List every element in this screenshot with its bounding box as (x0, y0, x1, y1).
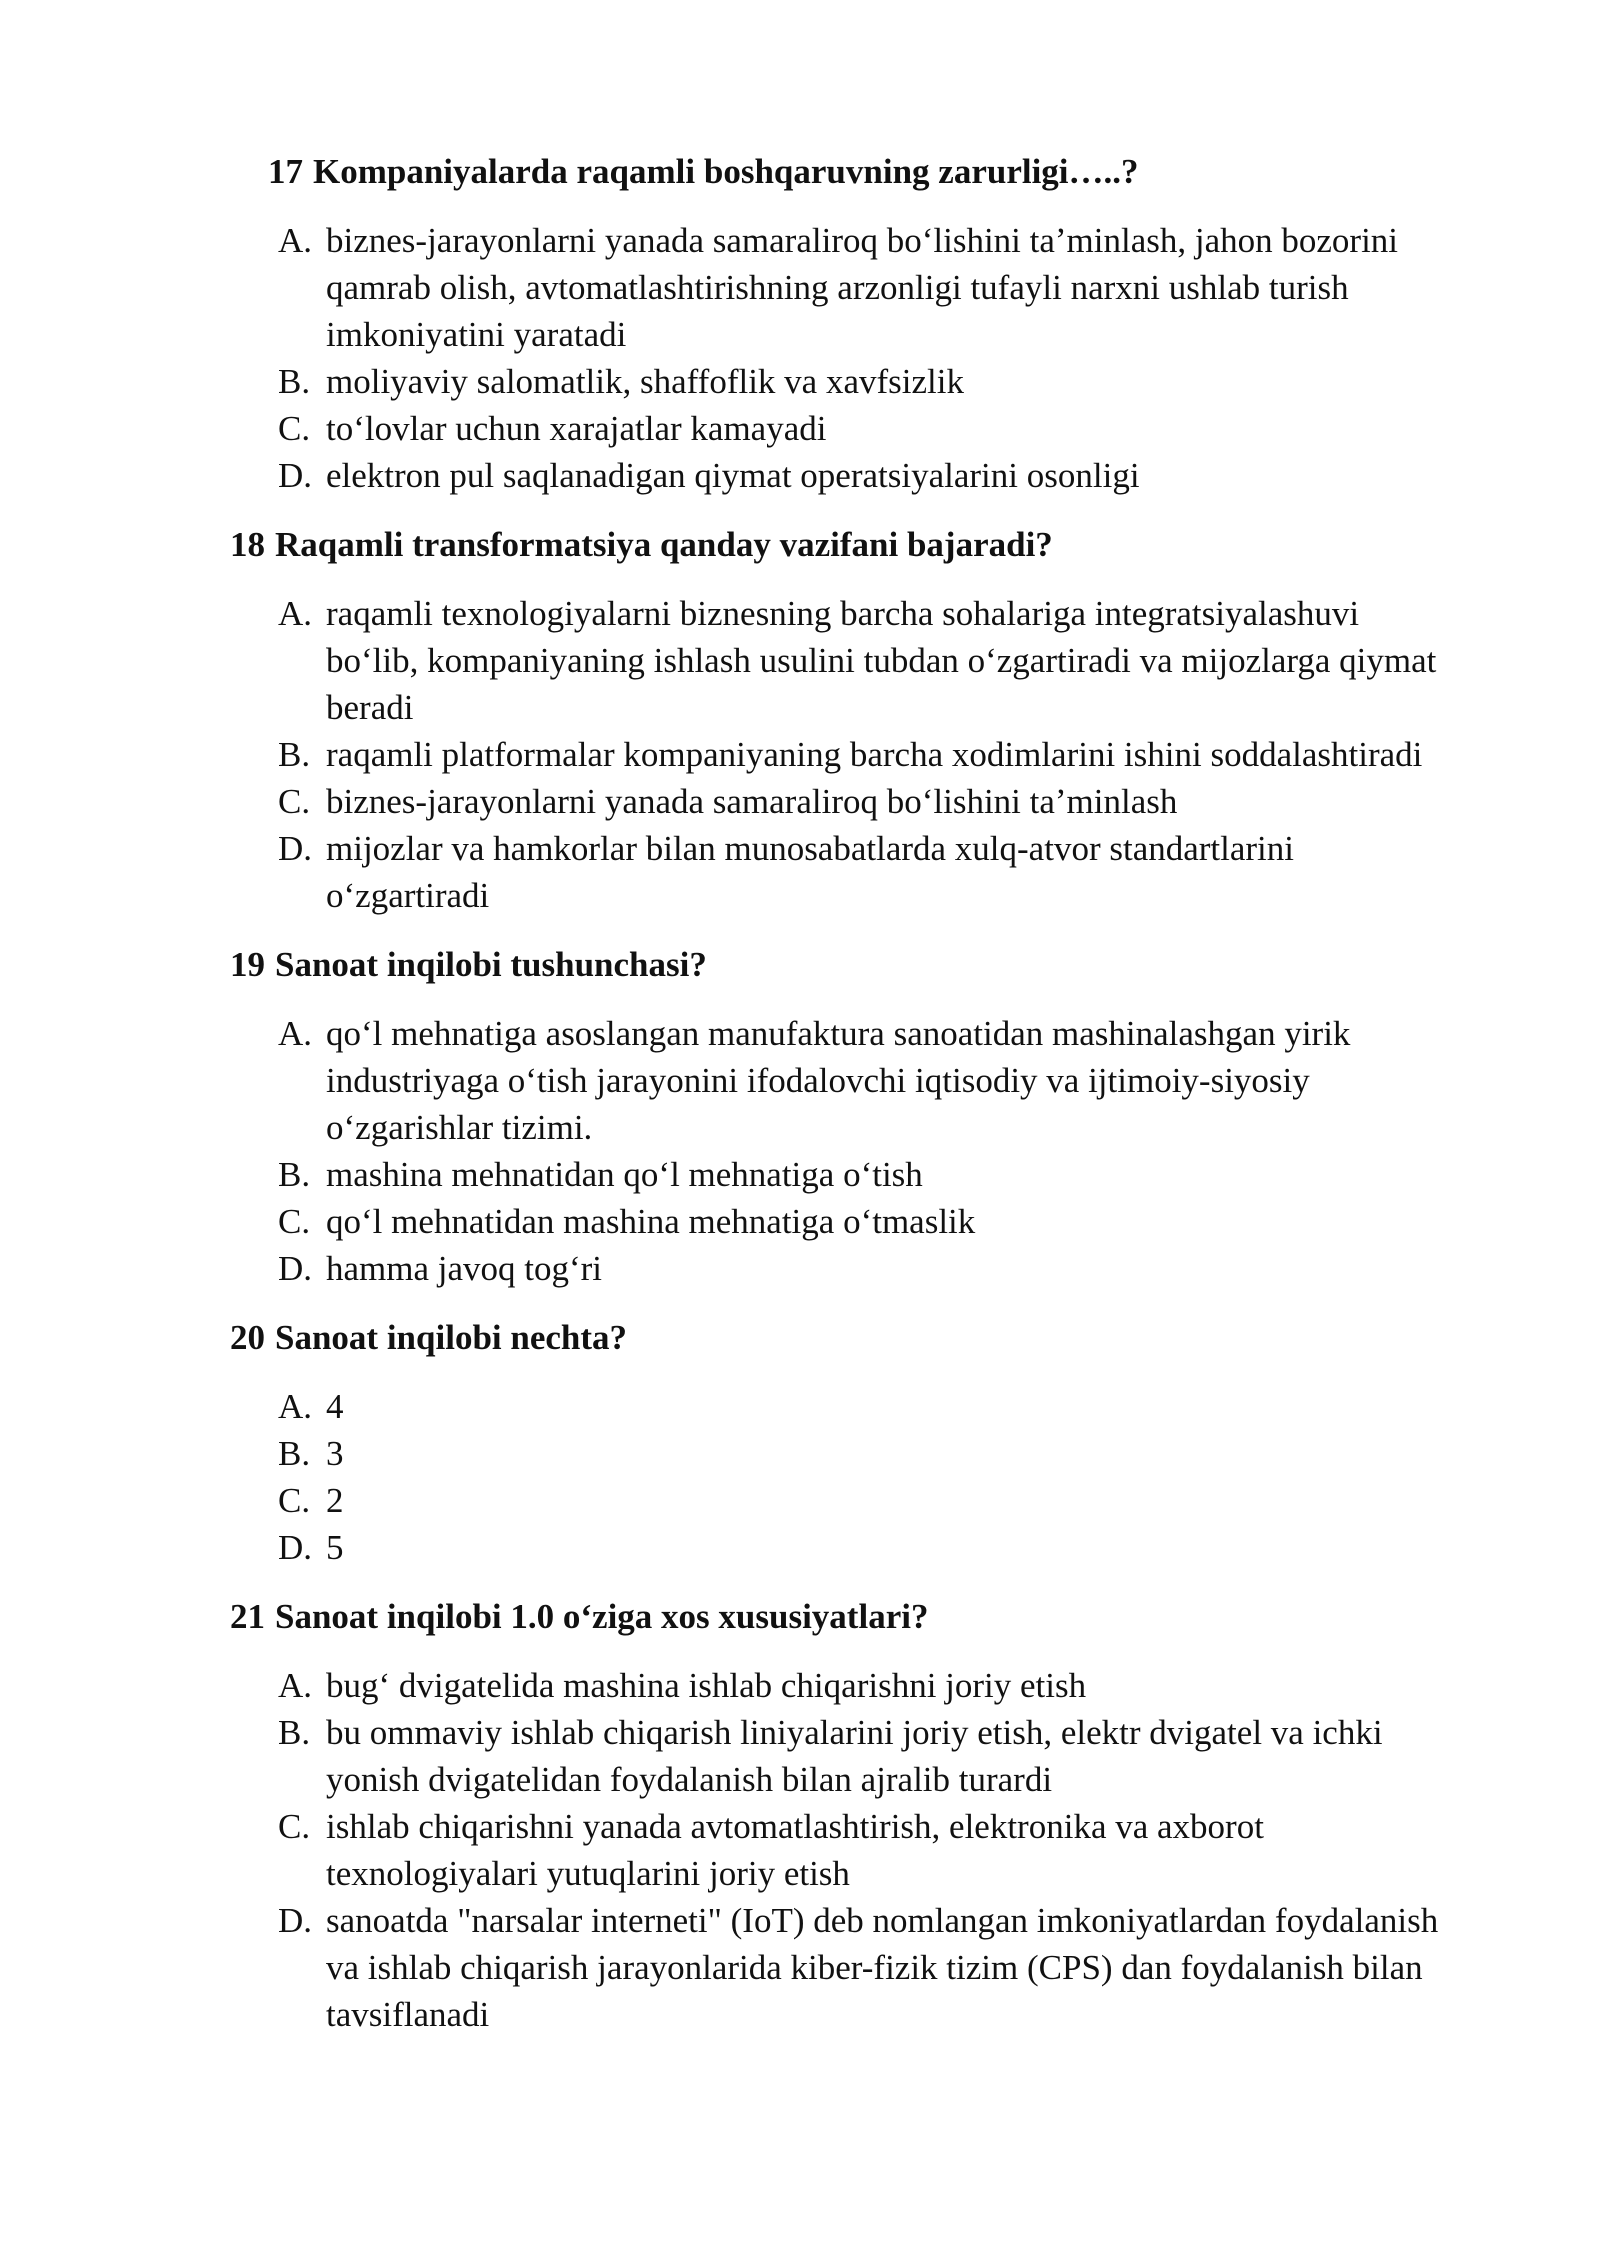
question-title (230, 148, 1510, 195)
question-text: Raqamli transformatsiya qanday vazifani bajaradi? (275, 525, 1053, 564)
question-title (230, 521, 1510, 568)
option-text: 3 (326, 1434, 344, 1473)
option-letter: D. (278, 1249, 313, 1288)
question-number: 19 (230, 945, 265, 984)
option-a (230, 590, 1510, 731)
option-text: qoʻl mehnatidan mashina mehnatiga oʻtmaslik (326, 1202, 976, 1241)
question-text: Sanoat inqilobi 1.0 oʻziga xos xususiyatlari? (275, 1597, 929, 1636)
question-number: 21 (230, 1597, 265, 1636)
option-letter: C. (278, 1202, 311, 1241)
option-b (230, 1709, 1510, 1803)
option-b (230, 358, 1510, 405)
option-text: 2 (326, 1481, 344, 1520)
option-c (230, 778, 1510, 825)
question-number: 18 (230, 525, 265, 564)
option-letter: C. (278, 409, 311, 448)
option-text: 4 (326, 1387, 344, 1426)
option-a (230, 217, 1510, 358)
question-text: Sanoat inqilobi tushunchasi? (275, 945, 707, 984)
option-text: mashina mehnatidan qoʻl mehnatiga oʻtish (326, 1155, 923, 1194)
option-d (230, 1524, 1510, 1571)
option-letter: D. (278, 1528, 313, 1567)
option-d (230, 452, 1510, 499)
option-text: toʻlovlar uchun xarajatlar kamayadi (326, 409, 827, 448)
question-title (230, 1314, 1510, 1361)
option-d (230, 1245, 1510, 1292)
option-text: bugʻ dvigatelida mashina ishlab chiqarishni joriy etish (326, 1666, 1087, 1705)
option-text: bu ommaviy ishlab chiqarish liniyalarini joriy etish, elektr dvigatel va ichki yonish dvigatelidan foydalanish bilan ajralib turardi (326, 1713, 1383, 1799)
option-text: moliyaviy salomatlik, shaffoflik va xavfsizlik (326, 362, 964, 401)
option-letter: A. (278, 221, 313, 260)
option-letter: B. (278, 1434, 311, 1473)
option-b (230, 731, 1510, 778)
question-title (230, 941, 1510, 988)
option-text: mijozlar va hamkorlar bilan munosabatlarda xulq-atvor standartlarini oʻzgartiradi (326, 829, 1295, 915)
option-letter: B. (278, 1713, 311, 1752)
option-text: biznes-jarayonlarni yanada samaraliroq boʻlishini taʼminlash (326, 782, 1178, 821)
question-19 (230, 941, 1510, 1292)
question-number: 17 (268, 152, 303, 191)
question-title (230, 1593, 1510, 1640)
option-letter: A. (278, 1666, 313, 1705)
question-20 (230, 1314, 1510, 1571)
option-list (230, 1383, 1510, 1571)
option-text: elektron pul saqlanadigan qiymat operatsiyalarini osonligi (326, 456, 1140, 495)
option-text: 5 (326, 1528, 344, 1567)
option-list (230, 217, 1510, 499)
option-letter: A. (278, 1387, 313, 1426)
option-letter: A. (278, 1014, 313, 1053)
question-17 (230, 148, 1510, 499)
option-b (230, 1430, 1510, 1477)
quiz-content (230, 148, 1510, 2060)
option-letter: C. (278, 1807, 311, 1846)
option-text: hamma javoq togʻri (326, 1249, 603, 1288)
option-letter: B. (278, 362, 311, 401)
option-b (230, 1151, 1510, 1198)
option-a (230, 1010, 1510, 1151)
option-text: sanoatda "narsalar interneti" (IoT) deb nomlangan imkoniyatlardan foydalanish va ishlab chiqarish jarayonlarida kiber-fizik tizim (CPS) dan foydalanish bilan tavsiflanadi (326, 1901, 1439, 2034)
option-letter: D. (278, 456, 313, 495)
option-letter: D. (278, 1901, 313, 1940)
option-text: ishlab chiqarishni yanada avtomatlashtirish, elektronika va axborot texnologiyalari yutuqlarini joriy etish (326, 1807, 1264, 1893)
option-letter: A. (278, 594, 313, 633)
question-text: Sanoat inqilobi nechta? (275, 1318, 628, 1357)
question-21 (230, 1593, 1510, 2038)
option-list (230, 590, 1510, 919)
option-d (230, 1897, 1510, 2038)
option-text: raqamli platformalar kompaniyaning barcha xodimlarini ishini soddalashtiradi (326, 735, 1423, 774)
option-c (230, 1803, 1510, 1897)
option-letter: C. (278, 782, 311, 821)
option-list (230, 1010, 1510, 1292)
option-c (230, 405, 1510, 452)
option-list (230, 1662, 1510, 2038)
option-letter: B. (278, 1155, 311, 1194)
question-text: Kompaniyalarda raqamli boshqaruvning zarurligi…..? (313, 152, 1139, 191)
question-number: 20 (230, 1318, 265, 1357)
option-c (230, 1477, 1510, 1524)
option-letter: B. (278, 735, 311, 774)
option-c (230, 1198, 1510, 1245)
option-d (230, 825, 1510, 919)
option-a (230, 1662, 1510, 1709)
option-text: qoʻl mehnatiga asoslangan manufaktura sanoatidan mashinalashgan yirik industriyaga oʻtish jarayonini ifodalovchi iqtisodiy va ijtimoiy-siyosiy oʻzgarishlar tizimi. (326, 1014, 1351, 1147)
option-a (230, 1383, 1510, 1430)
option-text: raqamli texnologiyalarni biznesning barcha sohalariga integratsiyalashuvi boʻlib, kompaniyaning ishlash usulini tubdan oʻzgartiradi va mijozlarga qiymat beradi (326, 594, 1437, 727)
question-18 (230, 521, 1510, 919)
option-text: biznes-jarayonlarni yanada samaraliroq boʻlishini taʼminlash, jahon bozorini qamrab olish, avtomatlashtirishning arzonligi tufayli narxni ushlab turish imkoniyatini yaratadi (326, 221, 1399, 354)
option-letter: D. (278, 829, 313, 868)
option-letter: C. (278, 1481, 311, 1520)
